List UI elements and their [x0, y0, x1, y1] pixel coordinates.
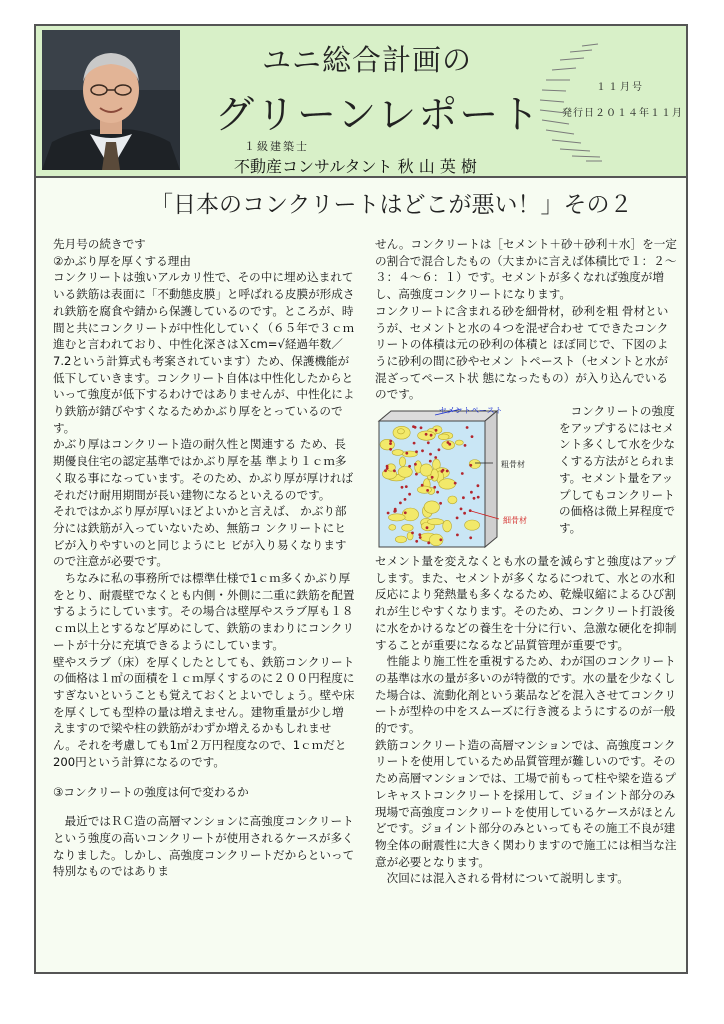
- coarse-aggregate-particle: [395, 536, 406, 543]
- fine-aggregate-dot: [431, 476, 434, 479]
- fine-aggregate-dot: [464, 444, 467, 447]
- fine-aggregate-dot: [386, 465, 389, 468]
- fine-aggregate-dot: [404, 511, 407, 514]
- coarse-aggregate-particle: [455, 440, 463, 445]
- paragraph: ちなみに私の事務所では標準仕様で1ｃｍ多くかぶり厚をとり、耐震壁でなくとも内側・外側に二重に鉄筋を配置するようにしています。その場合は壁厚やスラブ厚も１８ｃｍ以上とするなど厚めにして、鉄筋のまわりにコンクリートが十分に充填できるようにしています。: [53, 571, 355, 652]
- fine-aggregate-dot: [469, 509, 472, 512]
- figure-side-text: [559, 403, 677, 537]
- paragraph: かぶり厚はコンクリート造の耐久性と関連する ため、長期優良住宅の認定基準ではかぶり厚を基 準より１ｃｍ多く取る事になっています。そのため、かぶり厚が厚ければそれだけ耐用期間が長い建物になるといえるのです。: [53, 437, 354, 502]
- paragraph: それではかぶり厚が厚いほどよいかと言えば、 かぶり部分には鉄筋が入っていないため、無筋コ ンクリートにヒビが入りやすいのと同じようにヒ ビが入り易くなりますので注意が必要です。: [53, 504, 347, 569]
- fine-aggregate-dot: [462, 496, 465, 499]
- fine-aggregate-dot: [389, 440, 392, 443]
- fine-aggregate-dot: [415, 450, 418, 453]
- label-cement-paste: セメントペースト: [439, 407, 503, 416]
- author-photo: [42, 30, 180, 170]
- paragraph: せん。コンクリートは［セメント＋砂＋砂利＋水］を一定の割合で混合したもの（大まかに言えば体積比で１：２～３：４～６：１）です。セメントが多くなれば強度が増し、高強度コンクリートになります。: [375, 237, 677, 302]
- fine-aggregate-dot: [439, 502, 442, 505]
- publication-date: 発行日２０１４年１１月: [562, 108, 683, 119]
- fine-aggregate-dot: [470, 491, 473, 494]
- fine-aggregate-dot: [460, 508, 463, 511]
- fine-aggregate-dot: [399, 502, 402, 505]
- fine-aggregate-dot: [393, 469, 396, 472]
- coarse-aggregate-particle: [465, 520, 480, 530]
- fine-aggregate-dot: [471, 435, 474, 438]
- fine-aggregate-dot: [454, 482, 457, 485]
- fine-aggregate-dot: [387, 512, 390, 515]
- fine-aggregate-dot: [419, 536, 422, 539]
- fine-aggregate-dot: [411, 532, 414, 535]
- issue-label: １１月号: [596, 82, 644, 93]
- coarse-aggregate-particle: [427, 519, 443, 525]
- fine-aggregate-dot: [446, 470, 449, 473]
- fine-aggregate-dot: [415, 540, 418, 543]
- fine-aggregate-dot: [414, 463, 417, 466]
- fine-aggregate-dot: [435, 429, 438, 432]
- coarse-aggregate-particle: [439, 479, 456, 489]
- fine-aggregate-dot: [426, 489, 429, 492]
- paragraph: 壁やスラブ（床）を厚くしたとしても、鉄筋コンクリートの価格は１㎡の面積を１ｃｍ厚くするのに２００円程度にすぎないということも覚えておくとよいでしょう。壁や床を厚くしても型枠の量は増えません。建物重量が少し増えますので梁や柱の鉄筋がわずか増えるかもしれません。それを考慮しても1㎡２万円程度なので、1ｃｍだと200円という計算になるのです。: [53, 654, 355, 769]
- fine-aggregate-dot: [429, 460, 432, 463]
- paragraph: 最近ではＲＣ造の高層マンションに高強度コンクリートという強度の高いコンクリートが使用されるケースが多くなりました。しかし、高強度コンクリートだからといって特別なものではありま: [53, 814, 355, 879]
- fine-aggregate-dot: [469, 464, 472, 467]
- paragraph: セメント量を変えなくとも水の量を減らすと強度はアップします。また、セメントが多くなるにつれて、水との水和反応により発熱量も多くなるため、乾燥収縮によるひび割れが生じやすくなります。そのため、コンクリート打設後に水をかけるなどの養生を十分に行い、急激な硬化を抑制することが重要になるなど品質管理が重要です。: [375, 554, 677, 652]
- coarse-aggregate-particle: [399, 457, 405, 467]
- fine-aggregate-dot: [405, 452, 408, 455]
- coarse-aggregate-particle: [402, 451, 417, 457]
- coarse-aggregate-particle: [424, 501, 439, 513]
- fine-aggregate-dot: [442, 469, 445, 472]
- fine-aggregate-dot: [473, 497, 476, 500]
- paragraph: 鉄筋コンクリート造の高層マンションでは、高強度コンクリートを使用しているため品質管理が難しいのです。そのため高層マンションでは、工場で前もって柱や梁を造るプレキャストコンクリートを採用して、ジョイント部分のみ現場で高強度コンクリートを使用しているケースがほとんどです。ジョイント部分のみといってもその施工不良が建物全体の耐震性に大きく関わりますので施工には相当な注意が必要となります。: [375, 737, 677, 869]
- fine-aggregate-dot: [461, 472, 464, 475]
- fine-aggregate-dot: [477, 496, 480, 499]
- fine-aggregate-dot: [463, 512, 466, 515]
- coarse-aggregate-particle: [402, 524, 414, 531]
- fine-aggregate-dot: [430, 434, 433, 437]
- figure-block: [375, 403, 677, 553]
- fine-aggregate-dot: [466, 426, 469, 429]
- fine-aggregate-dot: [425, 433, 428, 436]
- fine-aggregate-dot: [436, 491, 439, 494]
- section-heading: ③コンクリートの強度は何で変わるか: [53, 784, 249, 799]
- fine-aggregate-dot: [429, 453, 432, 456]
- fine-aggregate-dot: [433, 486, 436, 489]
- coarse-aggregate-particle: [389, 525, 396, 531]
- fine-aggregate-dot: [404, 498, 407, 501]
- fine-aggregate-dot: [414, 426, 417, 429]
- coarse-aggregate-particle: [443, 520, 452, 532]
- right-column: [375, 236, 677, 887]
- section-heading: ②かぶり厚を厚くする理由: [53, 253, 191, 268]
- fine-aggregate-dot: [434, 456, 437, 459]
- fine-aggregate-dot: [439, 538, 442, 541]
- fine-aggregate-dot: [426, 526, 429, 529]
- article-headline: 「日本のコンクリートはどこが悪い！」その２: [150, 192, 633, 218]
- paragraph: 次回には混入される骨材について説明します。: [386, 871, 629, 886]
- author-role: １級建築士: [244, 140, 309, 153]
- fine-aggregate-dot: [413, 442, 416, 445]
- fine-aggregate-dot: [456, 517, 459, 520]
- fine-aggregate-dot: [405, 485, 408, 488]
- fine-aggregate-dot: [448, 443, 451, 446]
- coarse-aggregate-particle: [392, 450, 403, 456]
- coarse-aggregate-particle: [380, 439, 394, 450]
- paragraph: コンクリートは強いアルカリ性で、その中に埋め込まれている鉄筋は表面に「不動態皮膜」と呼ばれる皮膜が形成され鉄筋を腐食や錆から保護しているのです。ところが、時間と共にコンクリートが中性化していく（６５年で３ｃｍ進むと言われており、中性化深さはＸcm=√経過年数／7.2という計算式も考案されています）ため、保護機能が低下していきます。コンクリート自体は中性化したからといって強度が低下するわけではありませんが、中性化により鉄筋が錆びやすくなるためかぶり厚をとっているのです。: [53, 270, 355, 435]
- coarse-aggregate-particle: [431, 469, 438, 481]
- label-coarse-aggregate: 粗骨材: [501, 460, 525, 470]
- fine-aggregate-dot: [394, 508, 397, 511]
- fine-aggregate-dot: [456, 534, 459, 537]
- fine-aggregate-dot: [415, 473, 418, 476]
- fine-aggregate-dot: [421, 449, 424, 452]
- fine-aggregate-dot: [420, 426, 423, 429]
- title-line2: グリーンレポート: [215, 93, 542, 138]
- paragraph: コンクリートに含まれる砂を細骨材，砂利を粗 骨材というが、セメントと水の４つを混ぜ合わせ てできたコンクリートの体積は元の砂利の体積と ほぼ同じで、下図のように砂利の間に砂やセメン トペースト（セメントと水が混ざってペースト状 態になったもの）が入り込んでいるのです。: [375, 303, 669, 402]
- coarse-aggregate-particle: [397, 429, 404, 434]
- fine-aggregate-dot: [421, 484, 424, 487]
- fine-aggregate-dot: [384, 469, 387, 472]
- title-line1: ユニ総合計画の: [262, 43, 473, 77]
- fine-aggregate-dot: [427, 441, 430, 444]
- concrete-section-figure: [375, 407, 553, 554]
- fine-aggregate-dot: [418, 533, 421, 536]
- author-name: 不動産コンサルタント 秋 山 英 樹: [234, 157, 477, 176]
- label-fine-aggregate: 細骨材: [503, 516, 527, 526]
- fine-aggregate-dot: [408, 465, 411, 468]
- fine-aggregate-dot: [427, 542, 430, 545]
- fine-aggregate-dot: [477, 484, 480, 487]
- left-column: [53, 236, 355, 880]
- fine-aggregate-dot: [389, 448, 392, 451]
- fine-aggregate-dot: [469, 536, 472, 539]
- fine-aggregate-dot: [438, 448, 441, 451]
- coarse-aggregate-particle: [398, 467, 412, 478]
- coarse-aggregate-particle: [417, 486, 431, 493]
- fine-aggregate-dot: [408, 493, 411, 496]
- intro-text: 先月号の続きです: [53, 237, 146, 251]
- coarse-aggregate-particle: [388, 514, 405, 521]
- paragraph: コンクリートの強度をアップするにはセメント多くして水を少なくする方法がとられます。セメント量をアップしてもコンクリートの価格は微上昇程度です。: [559, 404, 675, 535]
- fine-aggregate-dot: [401, 486, 404, 489]
- coarse-aggregate-particle: [448, 496, 457, 504]
- paragraph: 性能より施工性を重視するため、わが国のコンクリートの基準は水の量が多いのが特徴的です。水の量を少なくした場合は、流動化剤という薬品などを混入させてコンクリートが型枠の中をスムーズに行き渡るようにするのが一般的です。: [375, 654, 677, 736]
- coarse-aggregate-particle: [438, 434, 449, 440]
- fine-aggregate-dot: [389, 442, 392, 445]
